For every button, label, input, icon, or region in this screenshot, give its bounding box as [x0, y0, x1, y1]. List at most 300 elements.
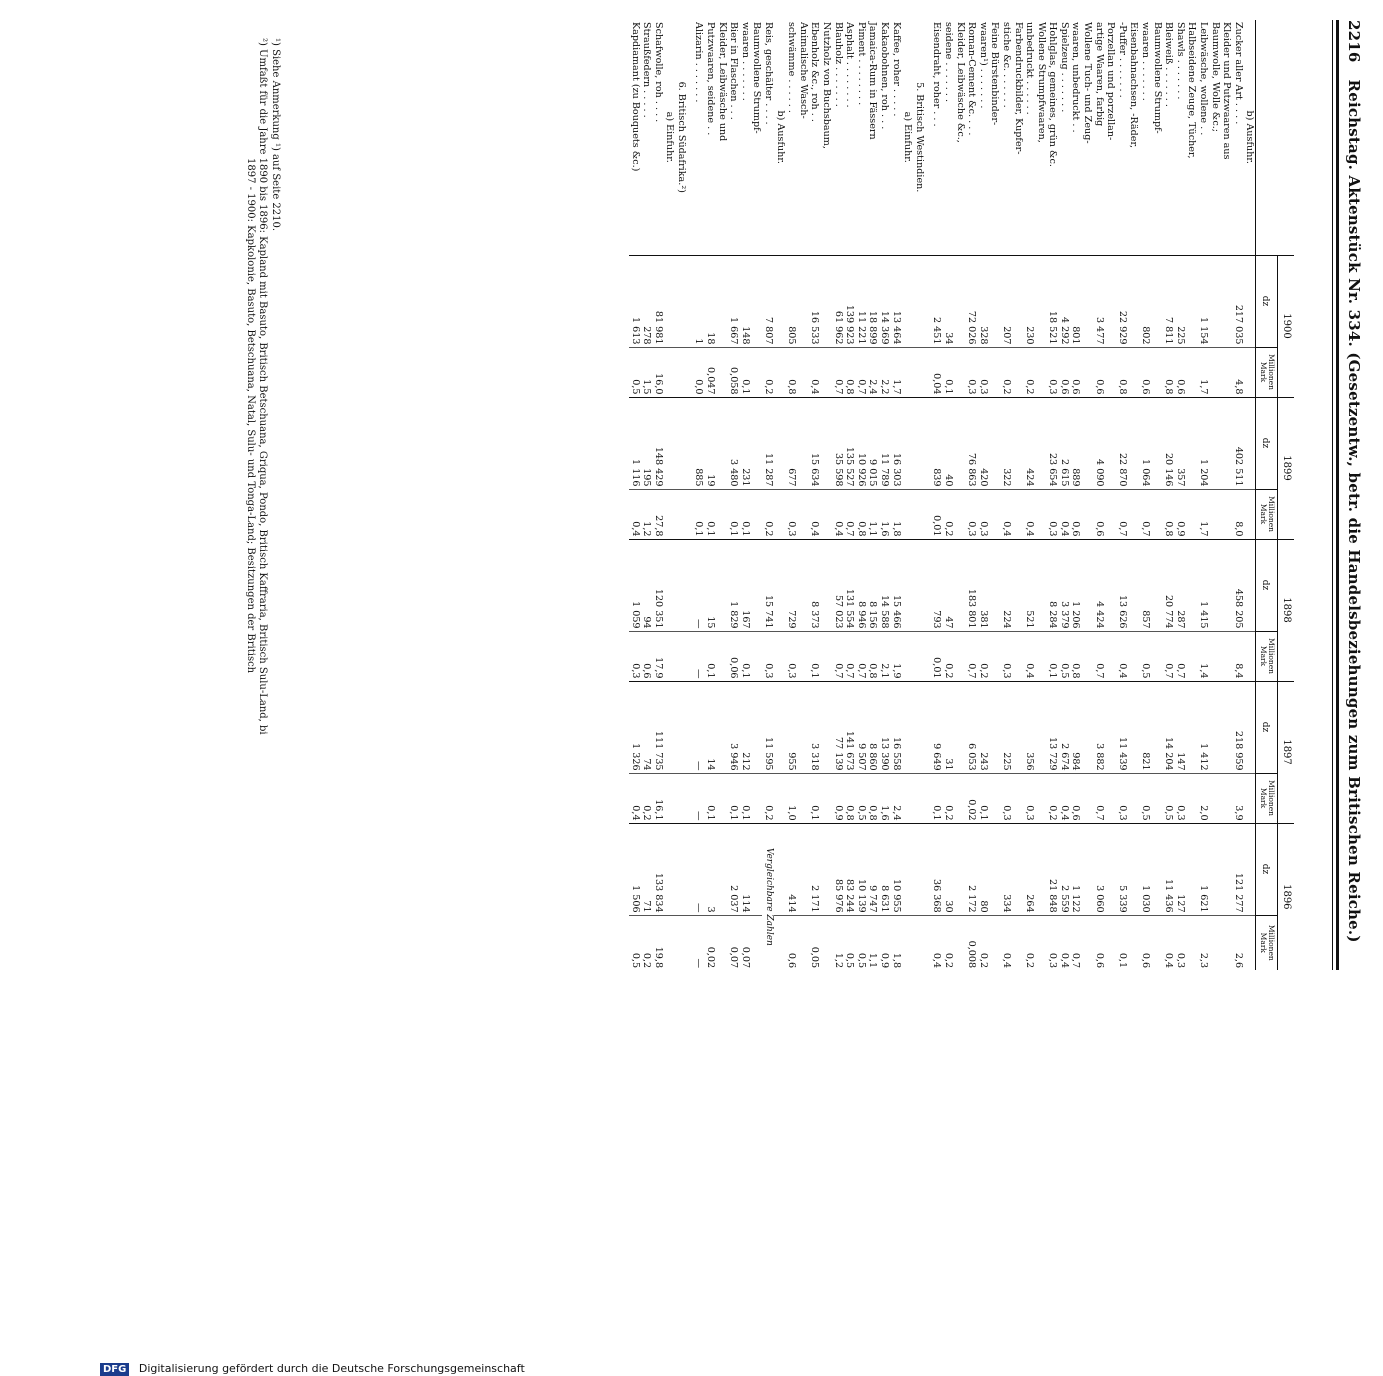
empty-cell — [1012, 255, 1024, 347]
empty-cell — [664, 255, 676, 347]
table-row — [1128, 20, 1140, 970]
qty-cell: 1 122 — [1070, 823, 1082, 915]
empty-cell — [1082, 489, 1094, 539]
qty-cell: 8 156 — [867, 539, 879, 631]
qty-cell: 47 — [942, 539, 954, 631]
empty-cell — [716, 773, 728, 823]
value-cell: 0,05 — [809, 915, 821, 970]
value-cell: 1,7 — [890, 347, 902, 397]
value-cell: 8,4 — [1232, 631, 1244, 681]
row-label: Alizarin . . . . . . . — [693, 22, 705, 103]
empty-cell — [1128, 681, 1140, 773]
row-label: a) Einfuhr. — [902, 111, 914, 163]
qty-cell: 9 747 — [867, 823, 879, 915]
qty-cell: 19 — [705, 397, 717, 489]
value-cell: 0,02 — [705, 915, 717, 970]
value-cell: 0,01 — [931, 489, 943, 539]
empty-cell — [1035, 255, 1047, 347]
value-cell: 0,8 — [867, 773, 879, 823]
empty-cell — [1128, 255, 1140, 347]
row-label: -Puffer . . . . . . . — [1116, 22, 1128, 98]
empty-cell — [687, 539, 693, 631]
qty-cell: 839 — [931, 397, 943, 489]
empty-cell — [774, 681, 786, 773]
qty-cell: 230 — [1024, 255, 1036, 347]
qty-cell: 14 588 — [878, 539, 890, 631]
empty-cell — [774, 347, 786, 397]
value-cell: 0,1 — [809, 773, 821, 823]
empty-cell — [1186, 539, 1198, 631]
row-label: Porzellan und porzellan- — [1105, 22, 1117, 141]
value-cell: 0,1 — [693, 489, 705, 539]
row-label: 6. Britisch Südafrika.²) — [675, 81, 687, 193]
empty-cell — [1244, 915, 1256, 970]
empty-cell — [1151, 347, 1163, 397]
qty-cell: 334 — [1000, 823, 1012, 915]
value-cell: 0,07 — [728, 915, 740, 970]
row-label: Eisenbahnachsen, -Räder, — [1128, 22, 1140, 149]
empty-cell — [1128, 823, 1140, 915]
empty-cell — [675, 347, 687, 397]
empty-cell — [664, 823, 676, 915]
qty-cell: 121 277 — [1232, 823, 1244, 915]
empty-cell — [925, 397, 931, 489]
year-header-row — [1278, 20, 1294, 970]
header-rule-thin — [1332, 20, 1333, 970]
empty-cell — [913, 255, 925, 347]
qty-cell: 135 527 — [844, 397, 856, 489]
empty-cell — [820, 915, 832, 970]
table-row — [902, 20, 914, 970]
empty-cell — [913, 681, 925, 773]
value-cell: 0,2 — [762, 773, 774, 823]
table-row — [652, 20, 664, 970]
value-cell: 0,2 — [942, 915, 954, 970]
table-row — [1151, 20, 1163, 970]
value-cell: 0,04 — [931, 347, 943, 397]
empty-cell — [1209, 681, 1221, 773]
value-cell: 0,2 — [977, 631, 989, 681]
row-label: Eisendraht, roher . . . — [931, 22, 943, 127]
empty-cell — [1151, 397, 1163, 489]
empty-cell — [751, 773, 763, 823]
empty-cell — [1209, 255, 1221, 347]
value-cell: 1,8 — [890, 915, 902, 970]
empty-cell — [797, 489, 809, 539]
qty-cell: 1 206 — [1070, 539, 1082, 631]
empty-cell — [954, 915, 966, 970]
qty-cell: 18 899 — [867, 255, 879, 347]
value-cell: 0,2 — [641, 773, 653, 823]
qty-cell: 3 — [705, 823, 717, 915]
value-cell: 2,1 — [878, 631, 890, 681]
row-label: Zucker aller Art . . . . — [1232, 22, 1244, 125]
empty-cell — [1209, 631, 1221, 681]
qty-cell: 8 860 — [867, 681, 879, 773]
empty-cell — [989, 773, 1001, 823]
value-cell: 0,2 — [762, 489, 774, 539]
empty-cell — [989, 255, 1001, 347]
qty-cell: 11 287 — [762, 397, 774, 489]
qty-cell: 34 — [942, 255, 954, 347]
empty-cell — [664, 539, 676, 631]
empty-cell — [1244, 773, 1256, 823]
unit-val-header: Millionen Mark — [1256, 773, 1278, 823]
empty-cell — [1151, 773, 1163, 823]
qty-cell: 1 116 — [629, 397, 641, 489]
empty-cell — [675, 773, 687, 823]
value-cell: 0,1 — [705, 489, 717, 539]
empty-cell — [751, 397, 763, 489]
empty-cell — [675, 255, 687, 347]
table-row — [786, 20, 798, 970]
value-cell: 27,8 — [652, 489, 664, 539]
qty-cell: 857 — [1139, 539, 1151, 631]
qty-cell: 802 — [1139, 255, 1151, 347]
value-cell: 0,1 — [739, 773, 751, 823]
value-cell: 0,3 — [1174, 915, 1186, 970]
row-label: Kleider, Leibwäsche &c., — [954, 22, 966, 143]
empty-cell — [1012, 631, 1024, 681]
qty-cell: 1 326 — [629, 681, 641, 773]
value-cell: 0,7 — [1093, 773, 1105, 823]
row-label: Piment . . . . . . . . — [855, 22, 867, 106]
empty-cell — [1244, 489, 1256, 539]
empty-cell — [797, 347, 809, 397]
empty-cell — [1012, 823, 1024, 915]
empty-cell — [751, 347, 763, 397]
row-label: Bier in Flaschen . . . — [728, 22, 740, 120]
row-label: Baumwolle, Wolle &c.; — [1209, 22, 1221, 132]
row-label: Jamaica-Rum in Fässern — [867, 22, 879, 140]
row-label: Farbendruckbilder, Kupfer- — [1012, 22, 1024, 155]
value-cell: 0,058 — [728, 347, 740, 397]
empty-cell — [1186, 631, 1198, 681]
qty-cell: 40 — [942, 397, 954, 489]
qty-cell: 15 466 — [890, 539, 902, 631]
qty-cell: 1 — [693, 255, 705, 347]
qty-cell: 13 729 — [1047, 681, 1059, 773]
value-cell: 0,8 — [1163, 347, 1175, 397]
qty-cell: 2 171 — [809, 823, 821, 915]
qty-cell: 218 959 — [1232, 681, 1244, 773]
value-cell: 0,7 — [832, 631, 844, 681]
value-cell: 0,2 — [942, 631, 954, 681]
empty-cell — [954, 397, 966, 489]
qty-cell: 2 037 — [728, 823, 740, 915]
empty-cell — [1244, 397, 1256, 489]
value-cell: 0,3 — [1000, 631, 1012, 681]
label-header — [1256, 20, 1294, 255]
qty-cell: 1 667 — [728, 255, 740, 347]
qty-cell: 22 929 — [1116, 255, 1128, 347]
table-row — [890, 20, 902, 970]
empty-cell — [1186, 255, 1198, 347]
qty-cell: 7 807 — [762, 255, 774, 347]
qty-cell: 18 — [705, 255, 717, 347]
empty-cell — [989, 681, 1001, 773]
empty-cell — [664, 681, 676, 773]
empty-cell — [1105, 397, 1117, 489]
value-cell: 0,8 — [867, 631, 879, 681]
row-label: b) Ausfuhr. — [774, 110, 786, 164]
qty-cell: 3 318 — [809, 681, 821, 773]
table-row — [855, 20, 867, 970]
qty-cell: 3 882 — [1093, 681, 1105, 773]
empty-cell — [1221, 915, 1233, 970]
row-label: unbedruckt . . . . . . — [1024, 22, 1036, 115]
qty-cell: 13 390 — [878, 681, 890, 773]
empty-cell — [989, 397, 1001, 489]
table-row — [913, 20, 925, 970]
value-cell: 0,1 — [705, 773, 717, 823]
table-row — [1105, 20, 1117, 970]
value-cell: 0,8 — [1163, 489, 1175, 539]
qty-cell: 381 — [977, 539, 989, 631]
empty-cell — [797, 823, 809, 915]
value-cell: 0,2 — [762, 347, 774, 397]
table-body — [629, 20, 1256, 970]
qty-cell: 10 926 — [855, 397, 867, 489]
empty-cell — [913, 489, 925, 539]
value-cell: 0,4 — [1000, 489, 1012, 539]
empty-cell — [1105, 255, 1117, 347]
value-cell: 0,3 — [1047, 489, 1059, 539]
empty-cell — [675, 397, 687, 489]
value-cell: 1,2 — [832, 915, 844, 970]
empty-cell — [1082, 255, 1094, 347]
qty-cell: 15 741 — [762, 539, 774, 631]
empty-cell — [1105, 773, 1117, 823]
empty-cell — [902, 773, 914, 823]
empty-cell — [774, 631, 786, 681]
value-cell: 0,1 — [931, 773, 943, 823]
qty-cell: 1 154 — [1197, 255, 1209, 347]
empty-cell — [925, 773, 931, 823]
value-cell: 16,0 — [652, 347, 664, 397]
empty-cell — [1105, 823, 1117, 915]
qty-cell: 2 674 — [1058, 681, 1070, 773]
empty-cell — [1035, 915, 1047, 970]
empty-cell — [1035, 681, 1047, 773]
qty-cell: 1 204 — [1197, 397, 1209, 489]
empty-cell — [687, 255, 693, 347]
empty-cell — [1082, 681, 1094, 773]
empty-cell — [774, 539, 786, 631]
qty-cell: 72 026 — [966, 255, 978, 347]
table-row — [809, 20, 821, 970]
unit-qty-header: dz — [1256, 397, 1278, 489]
empty-cell — [913, 773, 925, 823]
value-cell: 0,008 — [966, 915, 978, 970]
table-row — [1209, 20, 1221, 970]
qty-cell: 22 870 — [1116, 397, 1128, 489]
row-label: Wollene Strumpfwaaren, — [1035, 22, 1047, 143]
empty-cell — [925, 823, 931, 915]
empty-cell — [1128, 347, 1140, 397]
value-cell: 0,6 — [1070, 347, 1082, 397]
row-label: b) Ausfuhr. — [1244, 110, 1256, 164]
empty-cell — [751, 255, 763, 347]
qty-cell: 127 — [1174, 823, 1186, 915]
qty-cell: 8 373 — [809, 539, 821, 631]
empty-cell — [1209, 539, 1221, 631]
qty-cell: 120 351 — [652, 539, 664, 631]
empty-cell — [1105, 347, 1117, 397]
row-label: Spielzeug . . . . . . . — [1058, 22, 1070, 113]
empty-cell — [989, 347, 1001, 397]
empty-cell — [1151, 539, 1163, 631]
qty-cell: 7 811 — [1163, 255, 1175, 347]
value-cell: 0,7 — [1163, 631, 1175, 681]
empty-cell — [1221, 681, 1233, 773]
value-cell: 0,4 — [1058, 915, 1070, 970]
value-cell: 0,0 — [693, 347, 705, 397]
value-cell: 0,7 — [832, 347, 844, 397]
table-row — [797, 20, 809, 970]
value-cell: 0,2 — [641, 915, 653, 970]
empty-cell — [664, 347, 676, 397]
empty-cell — [1105, 915, 1117, 970]
qty-cell: 18 521 — [1047, 255, 1059, 347]
table-row — [641, 20, 653, 970]
value-cell: 0,02 — [966, 773, 978, 823]
empty-cell — [1035, 347, 1047, 397]
empty-cell — [1151, 681, 1163, 773]
empty-cell — [954, 255, 966, 347]
value-cell: 0,6 — [1139, 915, 1151, 970]
row-label: Leibwäsche, wollene . . — [1198, 22, 1210, 136]
empty-cell — [1035, 773, 1047, 823]
value-cell: 0,4 — [832, 489, 844, 539]
value-cell: 0,6 — [1093, 915, 1105, 970]
empty-cell — [675, 631, 687, 681]
table-row — [762, 20, 774, 970]
empty-cell — [820, 255, 832, 347]
empty-cell — [716, 915, 728, 970]
table-row — [966, 20, 978, 970]
value-cell: 1,0 — [786, 773, 798, 823]
qty-cell: 3 946 — [728, 681, 740, 773]
row-label: Putzwaaren, seidene . . — [705, 22, 717, 136]
row-label: Wollene Tuch- und Zeug- — [1082, 22, 1094, 144]
footnote: 1897 - 1900: Kapkolonie, Basuto, Betschuana, Natal, Sulu- und Tonga-Land; Besitzungen der Britisch — [245, 158, 256, 674]
value-cell: 0,7 — [855, 631, 867, 681]
empty-cell — [1244, 681, 1256, 773]
value-cell: 0,5 — [1139, 631, 1151, 681]
qty-cell: 15 634 — [809, 397, 821, 489]
digitization-credit — [100, 1362, 1000, 1376]
qty-cell: 677 — [786, 397, 798, 489]
empty-cell — [925, 631, 931, 681]
value-cell: 1,9 — [890, 631, 902, 681]
empty-cell — [1082, 539, 1094, 631]
qty-cell: 4 090 — [1093, 397, 1105, 489]
row-label: Straußfedern . . . . . — [641, 22, 653, 118]
footnote: ²) Umfaßt für die Jahre 1890 bis 1896: Kapland mit Basuto, Britisch Betschuana, Griqua, Pondo, Britisch Kaffraria, Britisch Sulu-Land, bi — [257, 38, 269, 735]
qty-cell: 2 615 — [1058, 397, 1070, 489]
table-row — [751, 20, 763, 970]
row-label: Shawls . . . . . . . — [1174, 22, 1186, 100]
empty-cell — [1035, 397, 1047, 489]
qty-cell: 114 — [739, 823, 751, 915]
qty-cell: 885 — [693, 397, 705, 489]
value-cell: 8,0 — [1232, 489, 1244, 539]
empty-cell — [664, 397, 676, 489]
empty-cell — [1221, 255, 1233, 347]
row-label: Nutzholz von Buchsbaum, — [821, 22, 833, 149]
value-cell: 0,1 — [739, 347, 751, 397]
qty-cell: 167 — [739, 539, 751, 631]
value-cell: 0,3 — [1174, 773, 1186, 823]
qty-cell: 1 506 — [629, 823, 641, 915]
value-cell: 0,6 — [1093, 489, 1105, 539]
qty-cell: 81 981 — [652, 255, 664, 347]
qty-cell: 1 613 — [629, 255, 641, 347]
value-cell: 0,6 — [1139, 347, 1151, 397]
qty-cell: 80 — [977, 823, 989, 915]
value-cell: 0,3 — [1047, 347, 1059, 397]
empty-cell — [902, 489, 914, 539]
empty-cell — [820, 681, 832, 773]
qty-cell: 148 429 — [652, 397, 664, 489]
header-rule — [1336, 20, 1339, 970]
value-cell: 0,7 — [966, 631, 978, 681]
empty-cell — [675, 823, 687, 915]
value-cell: 0,1 — [942, 347, 954, 397]
qty-cell: 85 976 — [832, 823, 844, 915]
qty-cell: 10 955 — [890, 823, 902, 915]
value-cell: 0,7 — [1116, 489, 1128, 539]
empty-cell — [1012, 773, 1024, 823]
qty-cell: 11 436 — [1163, 823, 1175, 915]
qty-cell: 31 — [942, 681, 954, 773]
qty-cell: 14 369 — [878, 255, 890, 347]
qty-cell: 148 — [739, 255, 751, 347]
empty-cell — [797, 681, 809, 773]
qty-cell: 14 204 — [1163, 681, 1175, 773]
qty-cell: 521 — [1024, 539, 1036, 631]
empty-cell — [716, 823, 728, 915]
empty-cell — [675, 489, 687, 539]
empty-cell — [925, 489, 931, 539]
table-row — [1000, 20, 1012, 970]
empty-cell — [989, 489, 1001, 539]
value-cell: 0,07 — [739, 915, 751, 970]
empty-cell — [989, 915, 1001, 970]
dfg-logo: DFG — [100, 1363, 129, 1376]
empty-cell — [797, 915, 809, 970]
qty-cell: 424 — [1024, 397, 1036, 489]
qty-cell: 9 015 — [867, 397, 879, 489]
qty-cell: 36 368 — [931, 823, 943, 915]
empty-cell — [954, 823, 966, 915]
value-cell: 0,4 — [1058, 773, 1070, 823]
qty-cell: — — [693, 681, 705, 773]
empty-cell — [1221, 773, 1233, 823]
row-label: artige Waaren, farbig — [1093, 22, 1105, 127]
row-label: waaren . . . . . . . — [739, 22, 751, 101]
value-cell: 0,9 — [1174, 489, 1186, 539]
value-cell: 2,3 — [1197, 915, 1209, 970]
qty-cell: 111 735 — [652, 681, 664, 773]
value-cell: 0,5 — [629, 347, 641, 397]
empty-cell — [989, 539, 1001, 631]
row-label: Feine Bürstenbinder- — [989, 22, 1001, 126]
table-row — [774, 20, 786, 970]
qty-cell: 264 — [1024, 823, 1036, 915]
empty-cell — [774, 397, 786, 489]
